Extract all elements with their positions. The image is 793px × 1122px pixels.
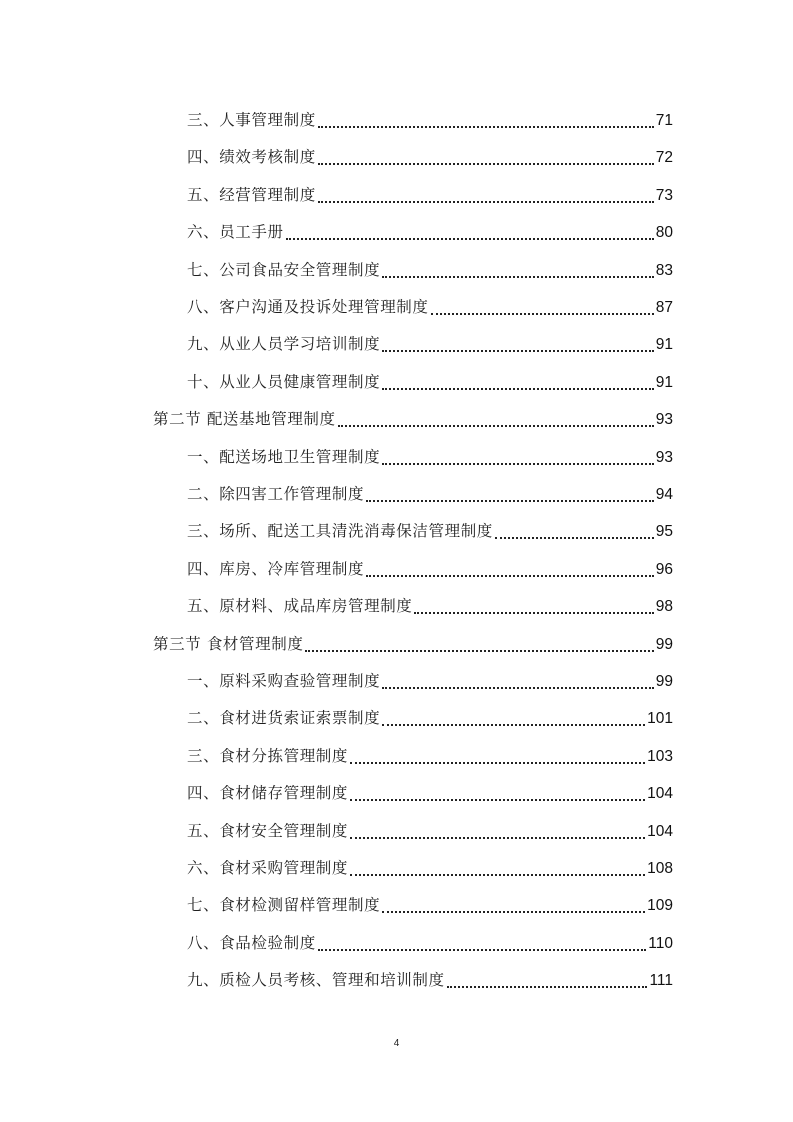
toc-entry-page: 99: [655, 673, 673, 690]
toc-entry-title: 八、食品检验制度: [187, 933, 316, 952]
toc-entry-title: 三、食材分拣管理制度: [187, 746, 349, 765]
dot-leader: [286, 214, 654, 251]
dot-leader: [350, 850, 645, 887]
toc-entry[interactable]: [187, 850, 673, 887]
toc-entry-title: 五、食材安全管理制度: [187, 821, 349, 840]
dot-leader: [382, 663, 654, 700]
dot-leader: [431, 289, 654, 326]
toc-entry-title: 四、绩效考核制度: [187, 148, 316, 167]
toc-entry-page: 72: [655, 149, 673, 167]
dot-leader: [305, 626, 653, 663]
toc-entry-page: 111: [649, 972, 673, 990]
toc-entry[interactable]: [187, 962, 673, 999]
toc-entry-page: 87: [655, 299, 673, 316]
dot-leader: [382, 439, 654, 476]
dot-leader: [318, 139, 654, 176]
toc-entry[interactable]: [187, 252, 673, 289]
toc-section-heading[interactable]: [153, 626, 673, 663]
dot-leader: [495, 513, 654, 550]
toc-entry-page: 96: [655, 560, 673, 578]
dot-leader: [366, 551, 654, 588]
dot-leader: [382, 364, 654, 401]
toc-entry[interactable]: [187, 214, 673, 251]
toc-entry[interactable]: [187, 738, 673, 775]
toc-entry-title: 三、人事管理制度: [187, 111, 316, 129]
toc-entry-title: 八、客户沟通及投诉处理管理制度: [187, 298, 429, 316]
toc-entry[interactable]: [187, 439, 673, 476]
toc-entry-page: 101: [647, 710, 673, 728]
toc-entry[interactable]: [187, 551, 673, 588]
toc-entry[interactable]: [187, 102, 673, 139]
toc-entry-title: 四、库房、冷库管理制度: [187, 559, 365, 578]
toc-entry-page: 93: [655, 448, 673, 466]
toc-entry-title: 三、场所、配送工具清洗消毒保洁管理制度: [187, 522, 493, 541]
toc-entry[interactable]: [187, 813, 673, 850]
toc-entry-title: 七、食材检测留样管理制度: [187, 896, 381, 915]
toc-entry[interactable]: [187, 476, 673, 513]
toc-entry-title: 九、从业人员学习培训制度: [187, 335, 381, 354]
toc-entry-title: 六、员工手册: [187, 223, 284, 242]
dot-leader: [366, 476, 654, 513]
dot-leader: [350, 813, 645, 850]
toc-entry[interactable]: [187, 326, 673, 363]
dot-leader: [350, 775, 645, 812]
toc-entry-title: 六、食材采购管理制度: [187, 859, 349, 877]
dot-leader: [414, 588, 653, 625]
dot-leader: [350, 738, 645, 775]
toc-entry[interactable]: [187, 887, 673, 924]
toc-entry-page: 71: [655, 112, 673, 129]
toc-entry-page: 109: [647, 897, 673, 915]
toc-section-title: 第二节 配送基地管理制度: [153, 410, 336, 429]
toc-entry[interactable]: [187, 925, 673, 962]
dot-leader: [338, 401, 654, 438]
toc-entry-page: 99: [655, 635, 673, 653]
toc-entry[interactable]: [187, 588, 673, 625]
toc-entry-page: 108: [647, 860, 673, 877]
toc-entry-page: 91: [655, 373, 673, 391]
toc-section-heading[interactable]: [153, 401, 673, 438]
toc-entry-title: 七、公司食品安全管理制度: [187, 260, 381, 279]
toc-entry-page: 98: [655, 598, 673, 616]
toc-entry[interactable]: [187, 364, 673, 401]
toc-entry-page: 104: [647, 822, 673, 840]
dot-leader: [318, 925, 646, 962]
toc-entry-title: 二、除四害工作管理制度: [187, 485, 365, 503]
toc-entry-page: 80: [655, 224, 673, 242]
dot-leader: [447, 962, 648, 999]
dot-leader: [382, 887, 645, 924]
dot-leader: [318, 102, 654, 139]
toc-entry-title: 十、从业人员健康管理制度: [187, 372, 381, 391]
toc-entry-page: 73: [655, 186, 673, 204]
toc-entry-title: 九、质检人员考核、管理和培训制度: [187, 971, 445, 990]
toc-entry[interactable]: [187, 289, 673, 326]
dot-leader: [382, 252, 654, 289]
toc-entry[interactable]: [187, 775, 673, 812]
toc-entry-title: 二、食材进货索证索票制度: [187, 709, 381, 728]
toc-entry-title: 一、原料采购查验管理制度: [187, 672, 381, 690]
toc-entry-title: 四、食材储存管理制度: [187, 784, 349, 803]
toc-entry-page: 110: [648, 934, 673, 952]
toc-entry-page: 91: [655, 336, 673, 354]
toc-entry-title: 一、配送场地卫生管理制度: [187, 447, 381, 466]
toc-entry-title: 五、经营管理制度: [187, 185, 316, 204]
dot-leader: [318, 177, 654, 214]
toc-entry-page: 83: [655, 261, 673, 279]
page-number: 4: [393, 1038, 400, 1049]
toc-entry[interactable]: [187, 700, 673, 737]
toc-entry[interactable]: [187, 663, 673, 700]
toc-entry[interactable]: [187, 139, 673, 176]
toc-entry-page: 104: [647, 785, 673, 803]
toc-entry[interactable]: [187, 513, 673, 550]
dot-leader: [382, 326, 654, 363]
dot-leader: [382, 700, 645, 737]
toc-entry-page: 93: [655, 411, 673, 429]
toc-entry[interactable]: [187, 177, 673, 214]
toc-entry-title: 五、原材料、成品库房管理制度: [187, 597, 413, 616]
toc-section-title: 第三节 食材管理制度: [153, 634, 304, 653]
toc-entry-page: 103: [647, 747, 673, 765]
toc-entry-page: 94: [655, 486, 673, 503]
toc-entry-page: 95: [655, 523, 673, 541]
